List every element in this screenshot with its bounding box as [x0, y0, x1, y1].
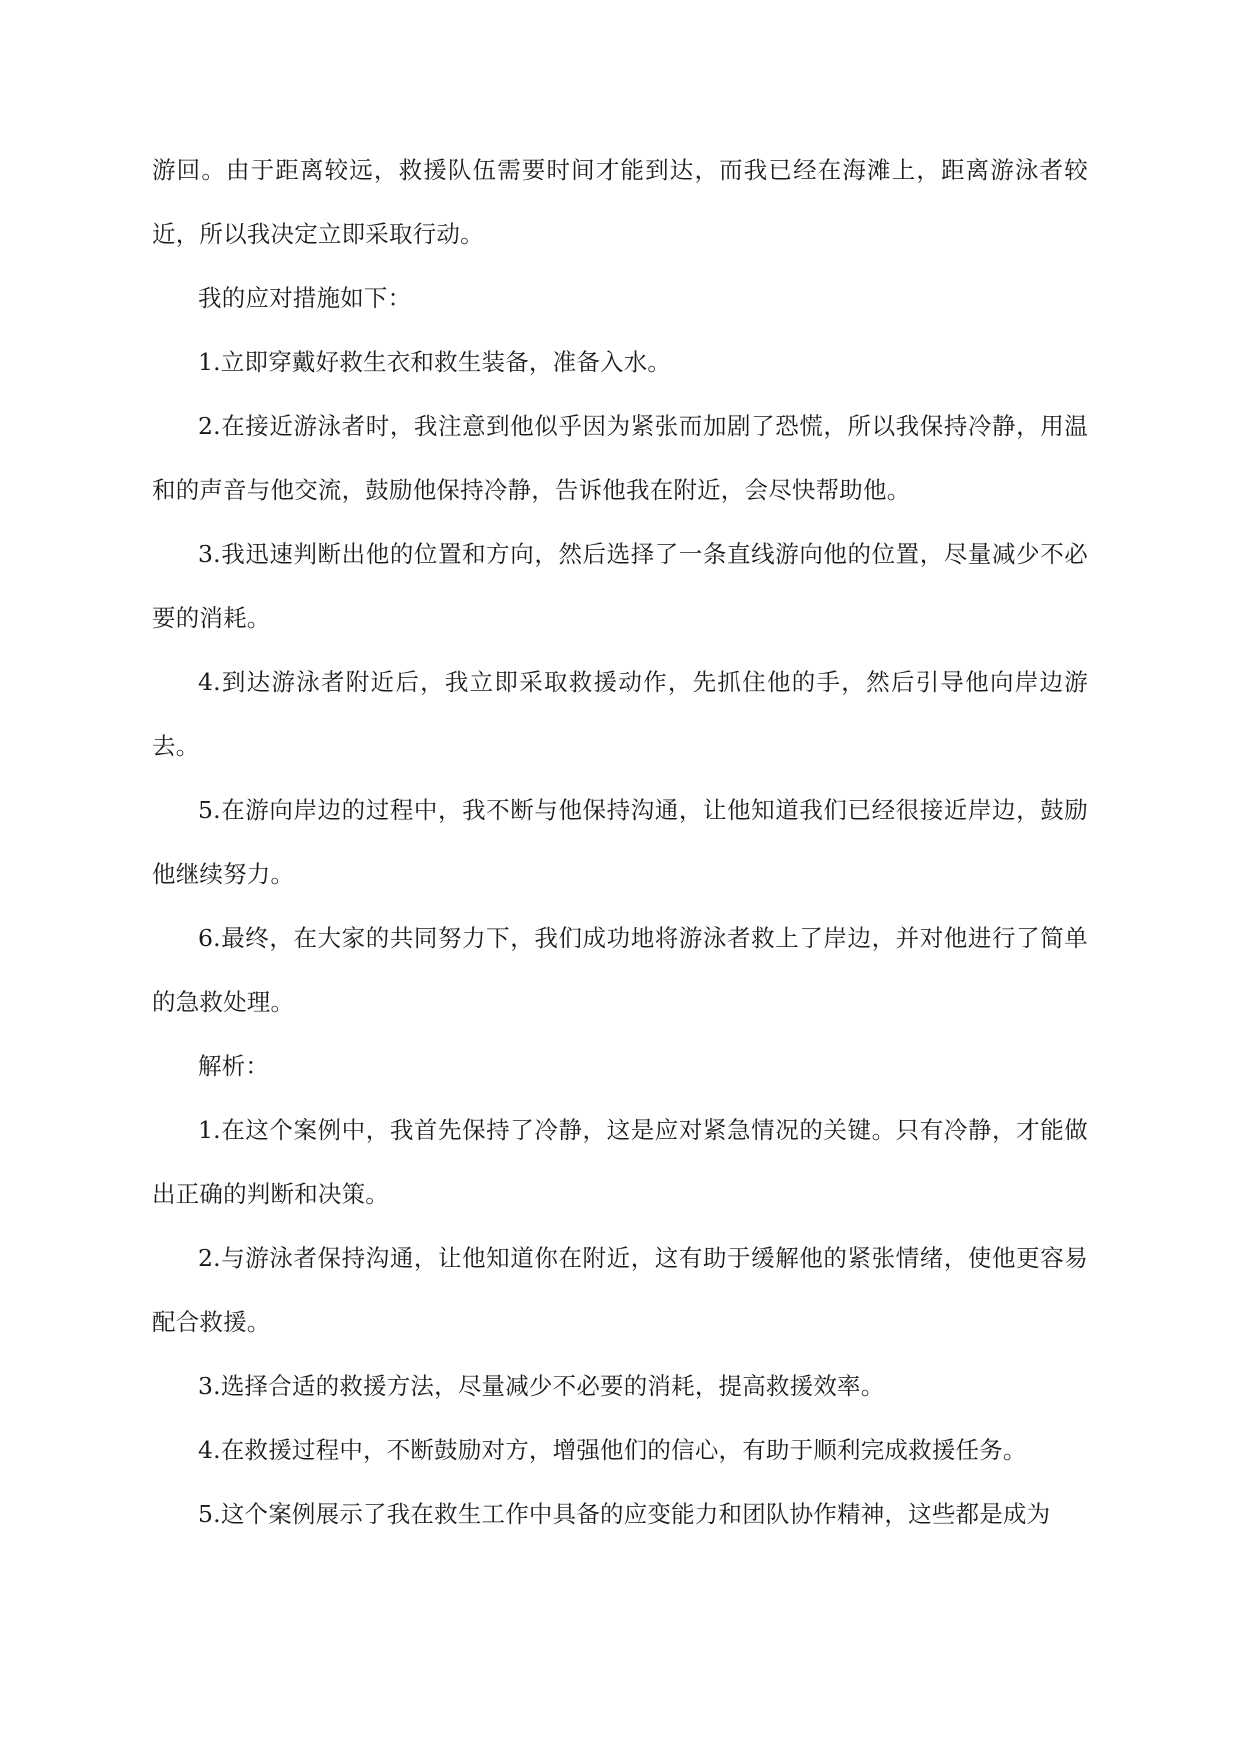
document-body [152, 138, 1088, 1546]
paragraph-analysis-2: 2.与游泳者保持沟通，让他知道你在附近，这有助于缓解他的紧张情绪，使他更容易配合救援。 [152, 1244, 1088, 1336]
paragraph-measures-heading: 我的应对措施如下： [198, 284, 412, 312]
paragraph-measure-5: 5.在游向岸边的过程中，我不断与他保持沟通，让他知道我们已经很接近岸边，鼓励他继续努力。 [152, 796, 1088, 888]
paragraph-analysis-3: 3.选择合适的救援方法，尽量减少不必要的消耗，提高救援效率。 [198, 1372, 885, 1400]
paragraph-measure-3: 3.我迅速判断出他的位置和方向，然后选择了一条直线游向他的位置，尽量减少不必要的消耗。 [152, 540, 1088, 632]
paragraph-continuation: 游回。由于距离较远，救援队伍需要时间才能到达，而我已经在海滩上，距离游泳者较近，所以我决定立即采取行动。 [152, 156, 1088, 248]
paragraph-measure-6: 6.最终，在大家的共同努力下，我们成功地将游泳者救上了岸边，并对他进行了简单的急救处理。 [152, 924, 1088, 1016]
paragraph-analysis-5: 5.这个案例展示了我在救生工作中具备的应变能力和团队协作精神，这些都是成为 [198, 1500, 1051, 1528]
paragraph-analysis-heading: 解析： [198, 1052, 270, 1080]
paragraph-measure-2: 2.在接近游泳者时，我注意到他似乎因为紧张而加剧了恐慌，所以我保持冷静，用温和的声音与他交流，鼓励他保持冷静，告诉他我在附近，会尽快帮助他。 [152, 412, 1088, 504]
paragraph-measure-4: 4.到达游泳者附近后，我立即采取救援动作，先抓住他的手，然后引导他向岸边游去。 [152, 668, 1088, 760]
paragraph-analysis-1: 1.在这个案例中，我首先保持了冷静，这是应对紧急情况的关键。只有冷静，才能做出正确的判断和决策。 [152, 1116, 1088, 1208]
paragraph-measure-1: 1.立即穿戴好救生衣和救生装备，准备入水。 [198, 348, 672, 376]
paragraph-analysis-4: 4.在救援过程中，不断鼓励对方，增强他们的信心，有助于顺利完成救援任务。 [198, 1436, 1027, 1464]
